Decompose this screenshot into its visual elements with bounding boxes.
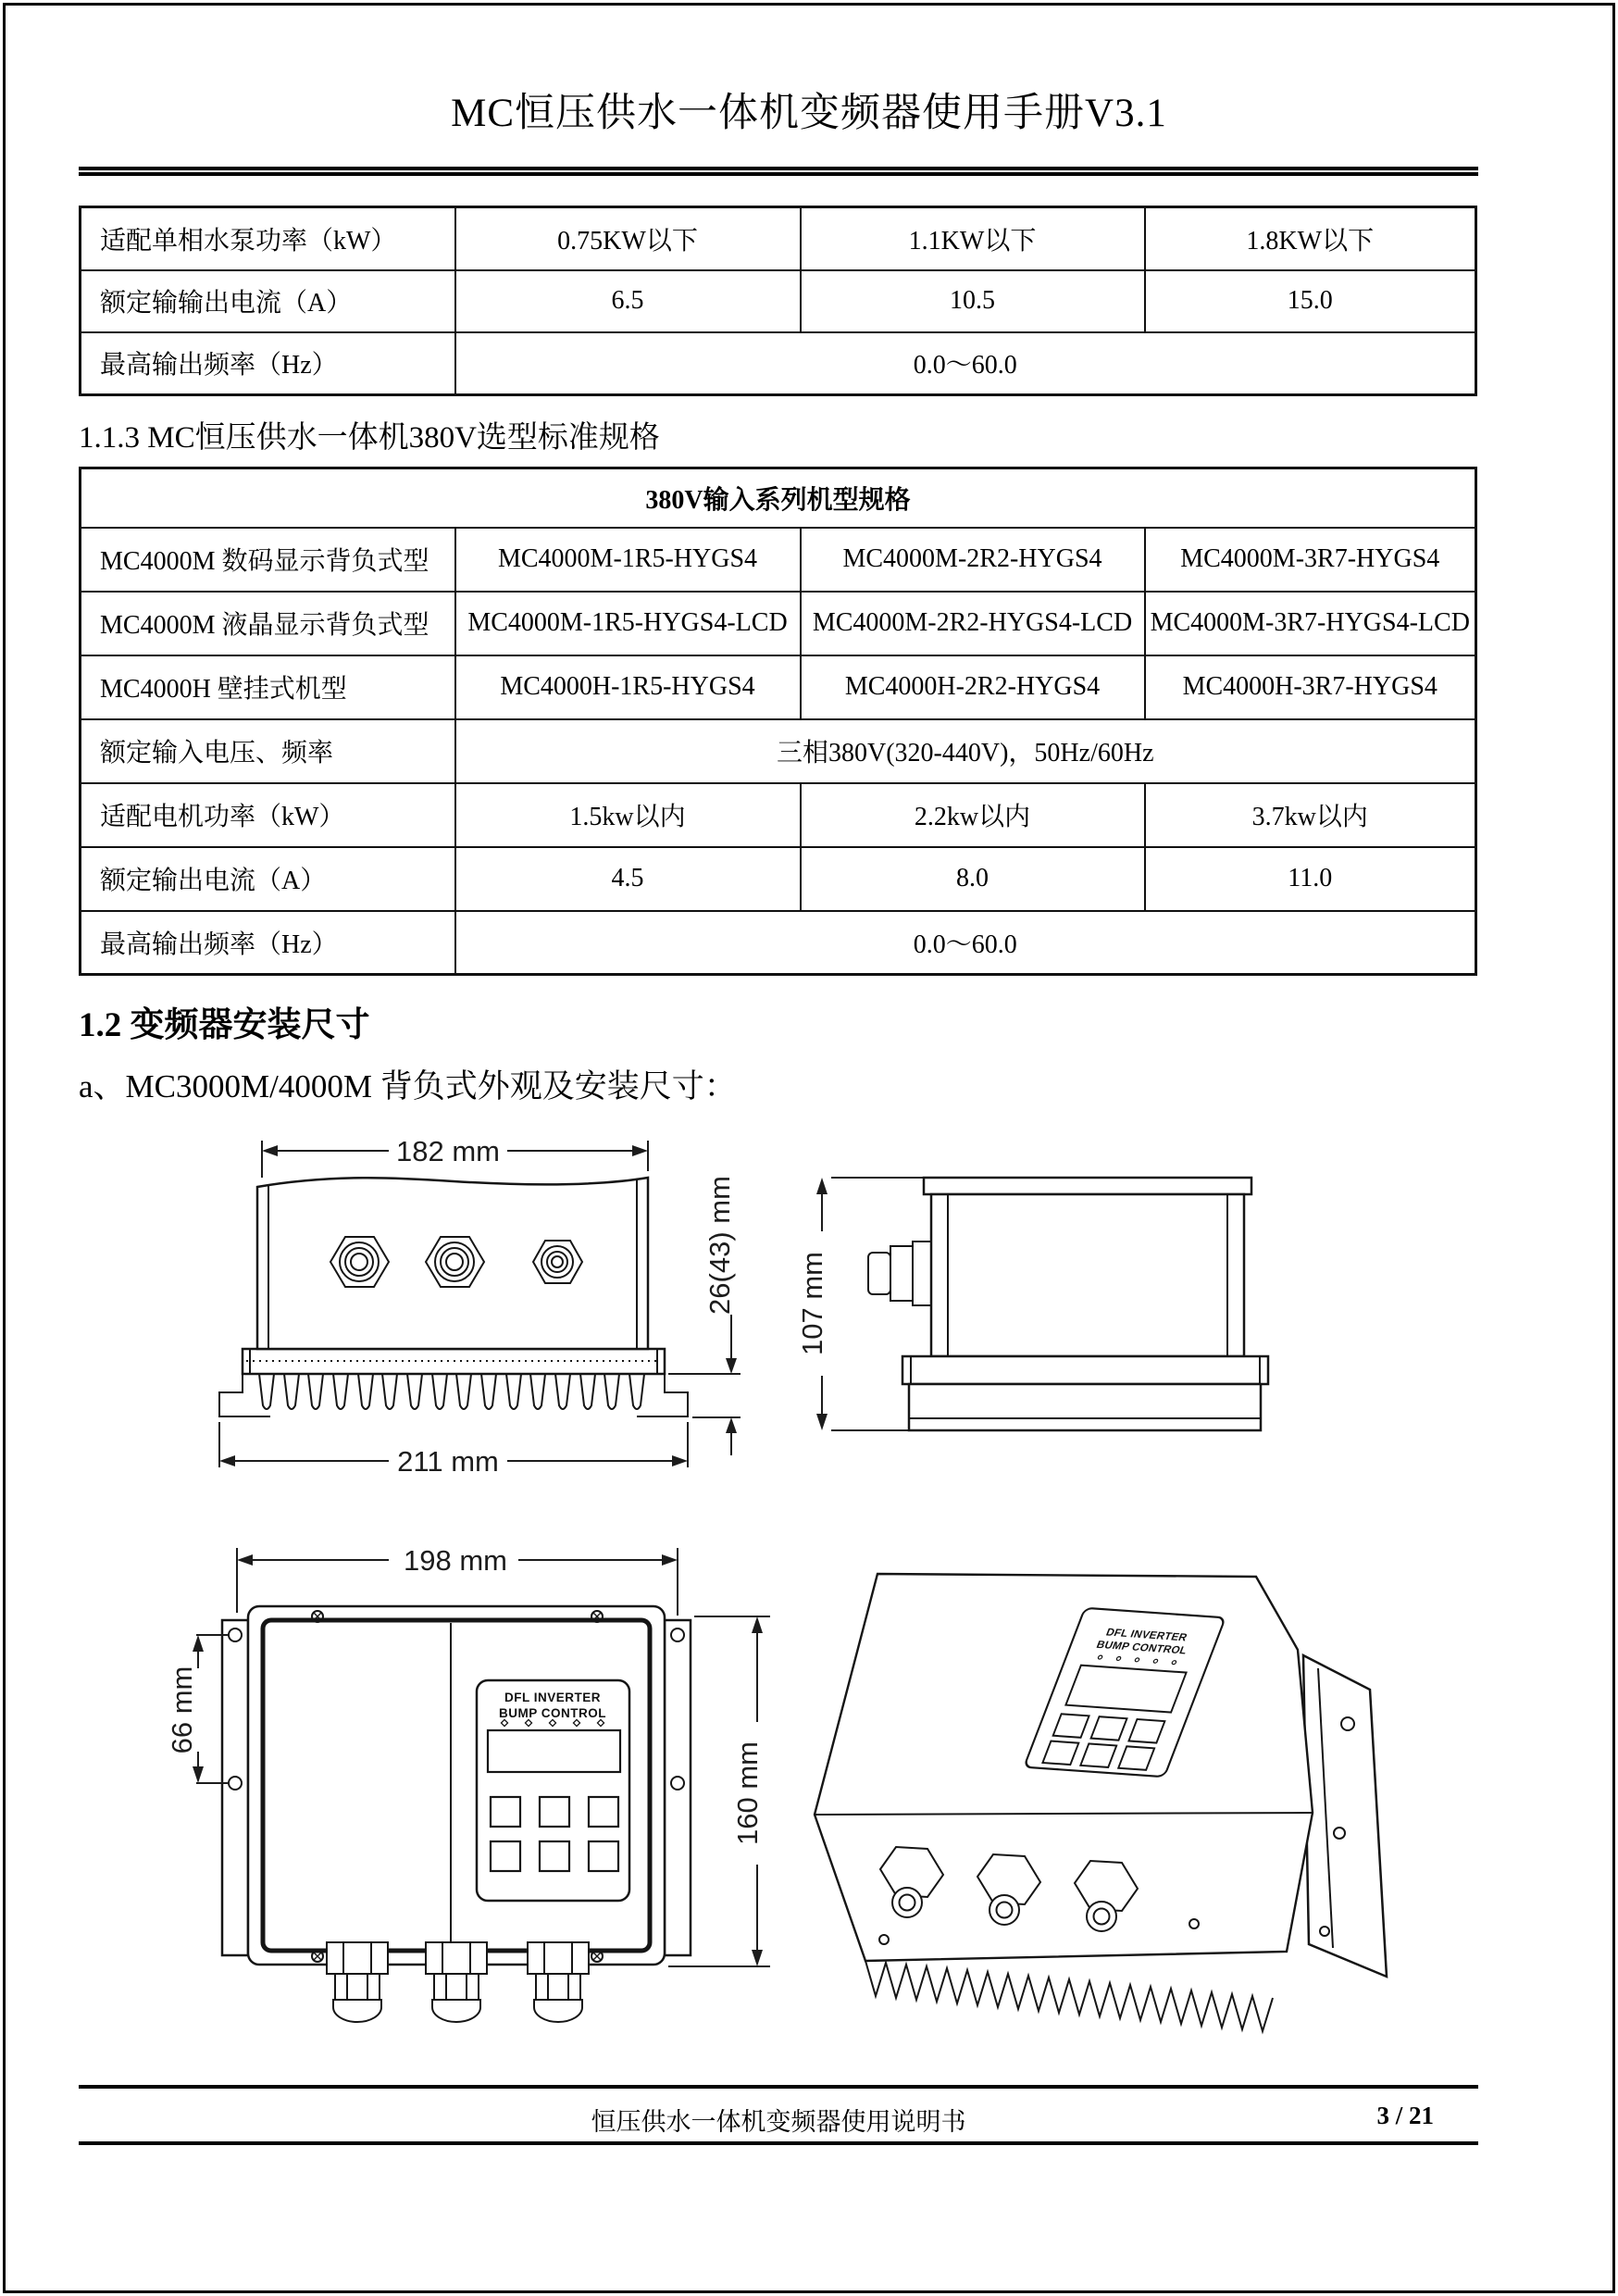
spec-value-cell: 3.7kw以内 [1145, 783, 1476, 847]
page-number: 3 / 21 [1376, 2102, 1434, 2129]
dimension-label-66: 66 mm [166, 1666, 198, 1754]
table-row [81, 528, 1476, 592]
spec-label-cell: MC4000M 液晶显示背负式型 [81, 592, 455, 655]
spec-value-cell: MC4000M-3R7-HYGS4 [1145, 528, 1476, 592]
spec-label-cell: 适配单相水泵功率（kW） [81, 207, 455, 270]
cable-gland-front-icon [327, 1942, 589, 2022]
drawing-rear-view [219, 1139, 741, 1478]
heatsink-fins [865, 1961, 1273, 2031]
spec-value-cell: 15.0 [1145, 270, 1476, 332]
spec-value-cell: 1.5kw以内 [455, 783, 801, 847]
spec-value-cell: 4.5 [455, 847, 801, 911]
spec-value-cell: 8.0 [801, 847, 1145, 911]
spec-value-cell: MC4000M-1R5-HYGS4 [455, 528, 801, 592]
spec-label-cell: 额定输入电压、频率 [81, 719, 455, 783]
page-title: MC恒压供水一体机变频器使用手册V3.1 [451, 92, 1167, 135]
spec-label-cell: 额定输出电流（A） [81, 847, 455, 911]
spec-value-cell: MC4000M-2R2-HYGS4-LCD [801, 592, 1145, 655]
installation-drawings [0, 1139, 1618, 2074]
spec-value-cell: MC4000M-3R7-HYGS4-LCD [1145, 592, 1476, 655]
table-row [81, 719, 1476, 783]
heatsink-fins [259, 1374, 644, 1409]
dimension-label-182: 182 mm [396, 1139, 500, 1167]
spec-value-cell: 0.0～60.0 [455, 911, 1476, 975]
table-row [81, 332, 1476, 395]
spec-label-cell: MC4000H 壁挂式机型 [81, 655, 455, 719]
footer-title: 恒压供水一体机变频器使用说明书 [591, 2108, 966, 2136]
table-row [81, 911, 1476, 975]
table-row [81, 783, 1476, 847]
dimension-label-26-43: 26(43) mm [703, 1176, 736, 1315]
panel-brand-line2: BUMP CONTROL [499, 1706, 606, 1720]
spec-value-cell: MC4000H-1R5-HYGS4 [455, 655, 801, 719]
table-row [81, 847, 1476, 911]
drawing-isometric-view [815, 1574, 1387, 2031]
panel-brand-line2: BUMP CONTROL [1094, 1639, 1189, 1657]
spec-value-cell: 10.5 [801, 270, 1145, 332]
spec-value-cell: MC4000H-2R2-HYGS4 [801, 655, 1145, 719]
panel-brand-line1: DFL INVERTER [1103, 1626, 1189, 1644]
spec-label-cell: 适配电机功率（kW） [81, 783, 455, 847]
table-row [81, 592, 1476, 655]
spec-value-cell: 1.1KW以下 [801, 207, 1145, 270]
footer-rule-bottom [79, 2141, 1478, 2145]
spec-table-380v [79, 467, 1477, 976]
section-heading-12: 1.2 变频器安装尺寸 [79, 1006, 370, 1044]
dimension-label-160: 160 mm [731, 1741, 764, 1845]
dimension-label-198: 198 mm [404, 1544, 507, 1577]
panel-brand-line1: DFL INVERTER [504, 1691, 602, 1704]
table-header-row [81, 468, 1476, 528]
spec-label-cell: MC4000M 数码显示背负式型 [81, 528, 455, 592]
spec-label-cell: 最高输出频率（Hz） [81, 332, 455, 395]
section-heading-113: 1.1.3 MC恒压供水一体机380V选型标准规格 [79, 421, 660, 455]
spec-value-cell: MC4000M-1R5-HYGS4-LCD [455, 592, 801, 655]
spec-value-cell: 11.0 [1145, 847, 1476, 911]
table-row [81, 655, 1476, 719]
spec-value-cell: 1.8KW以下 [1145, 207, 1476, 270]
spec-value-cell: 0.0～60.0 [455, 332, 1476, 395]
spec-value-cell: 三相380V(320-440V)，50Hz/60Hz [455, 719, 1476, 783]
spec-value-cell: 6.5 [455, 270, 801, 332]
spec-value-cell: 2.2kw以内 [801, 783, 1145, 847]
spec-value-cell: MC4000M-2R2-HYGS4 [801, 528, 1145, 592]
drawing-front-view [166, 1544, 770, 2022]
dimension-label-211: 211 mm [397, 1445, 499, 1478]
spec-table-220v [79, 206, 1477, 396]
header-rule-top [79, 167, 1478, 170]
header-rule-bottom [79, 172, 1478, 176]
table-row [81, 270, 1476, 332]
section-subtext: a、MC3000M/4000M 背负式外观及安装尺寸： [79, 1068, 737, 1104]
spec-value-cell: MC4000H-3R7-HYGS4 [1145, 655, 1476, 719]
spec-label-cell: 额定输输出电流（A） [81, 270, 455, 332]
table-title-cell: 380V输入系列机型规格 [81, 468, 1476, 528]
footer-rule-top [79, 2085, 1478, 2089]
cable-gland-side-icon [868, 1242, 933, 1305]
spec-value-cell: 0.75KW以下 [455, 207, 801, 270]
dimension-label-107: 107 mm [796, 1252, 828, 1355]
table-row [81, 207, 1476, 270]
spec-label-cell: 最高输出频率（Hz） [81, 911, 455, 975]
keypad-panel [477, 1680, 629, 1901]
drawing-side-view [796, 1178, 1268, 1430]
